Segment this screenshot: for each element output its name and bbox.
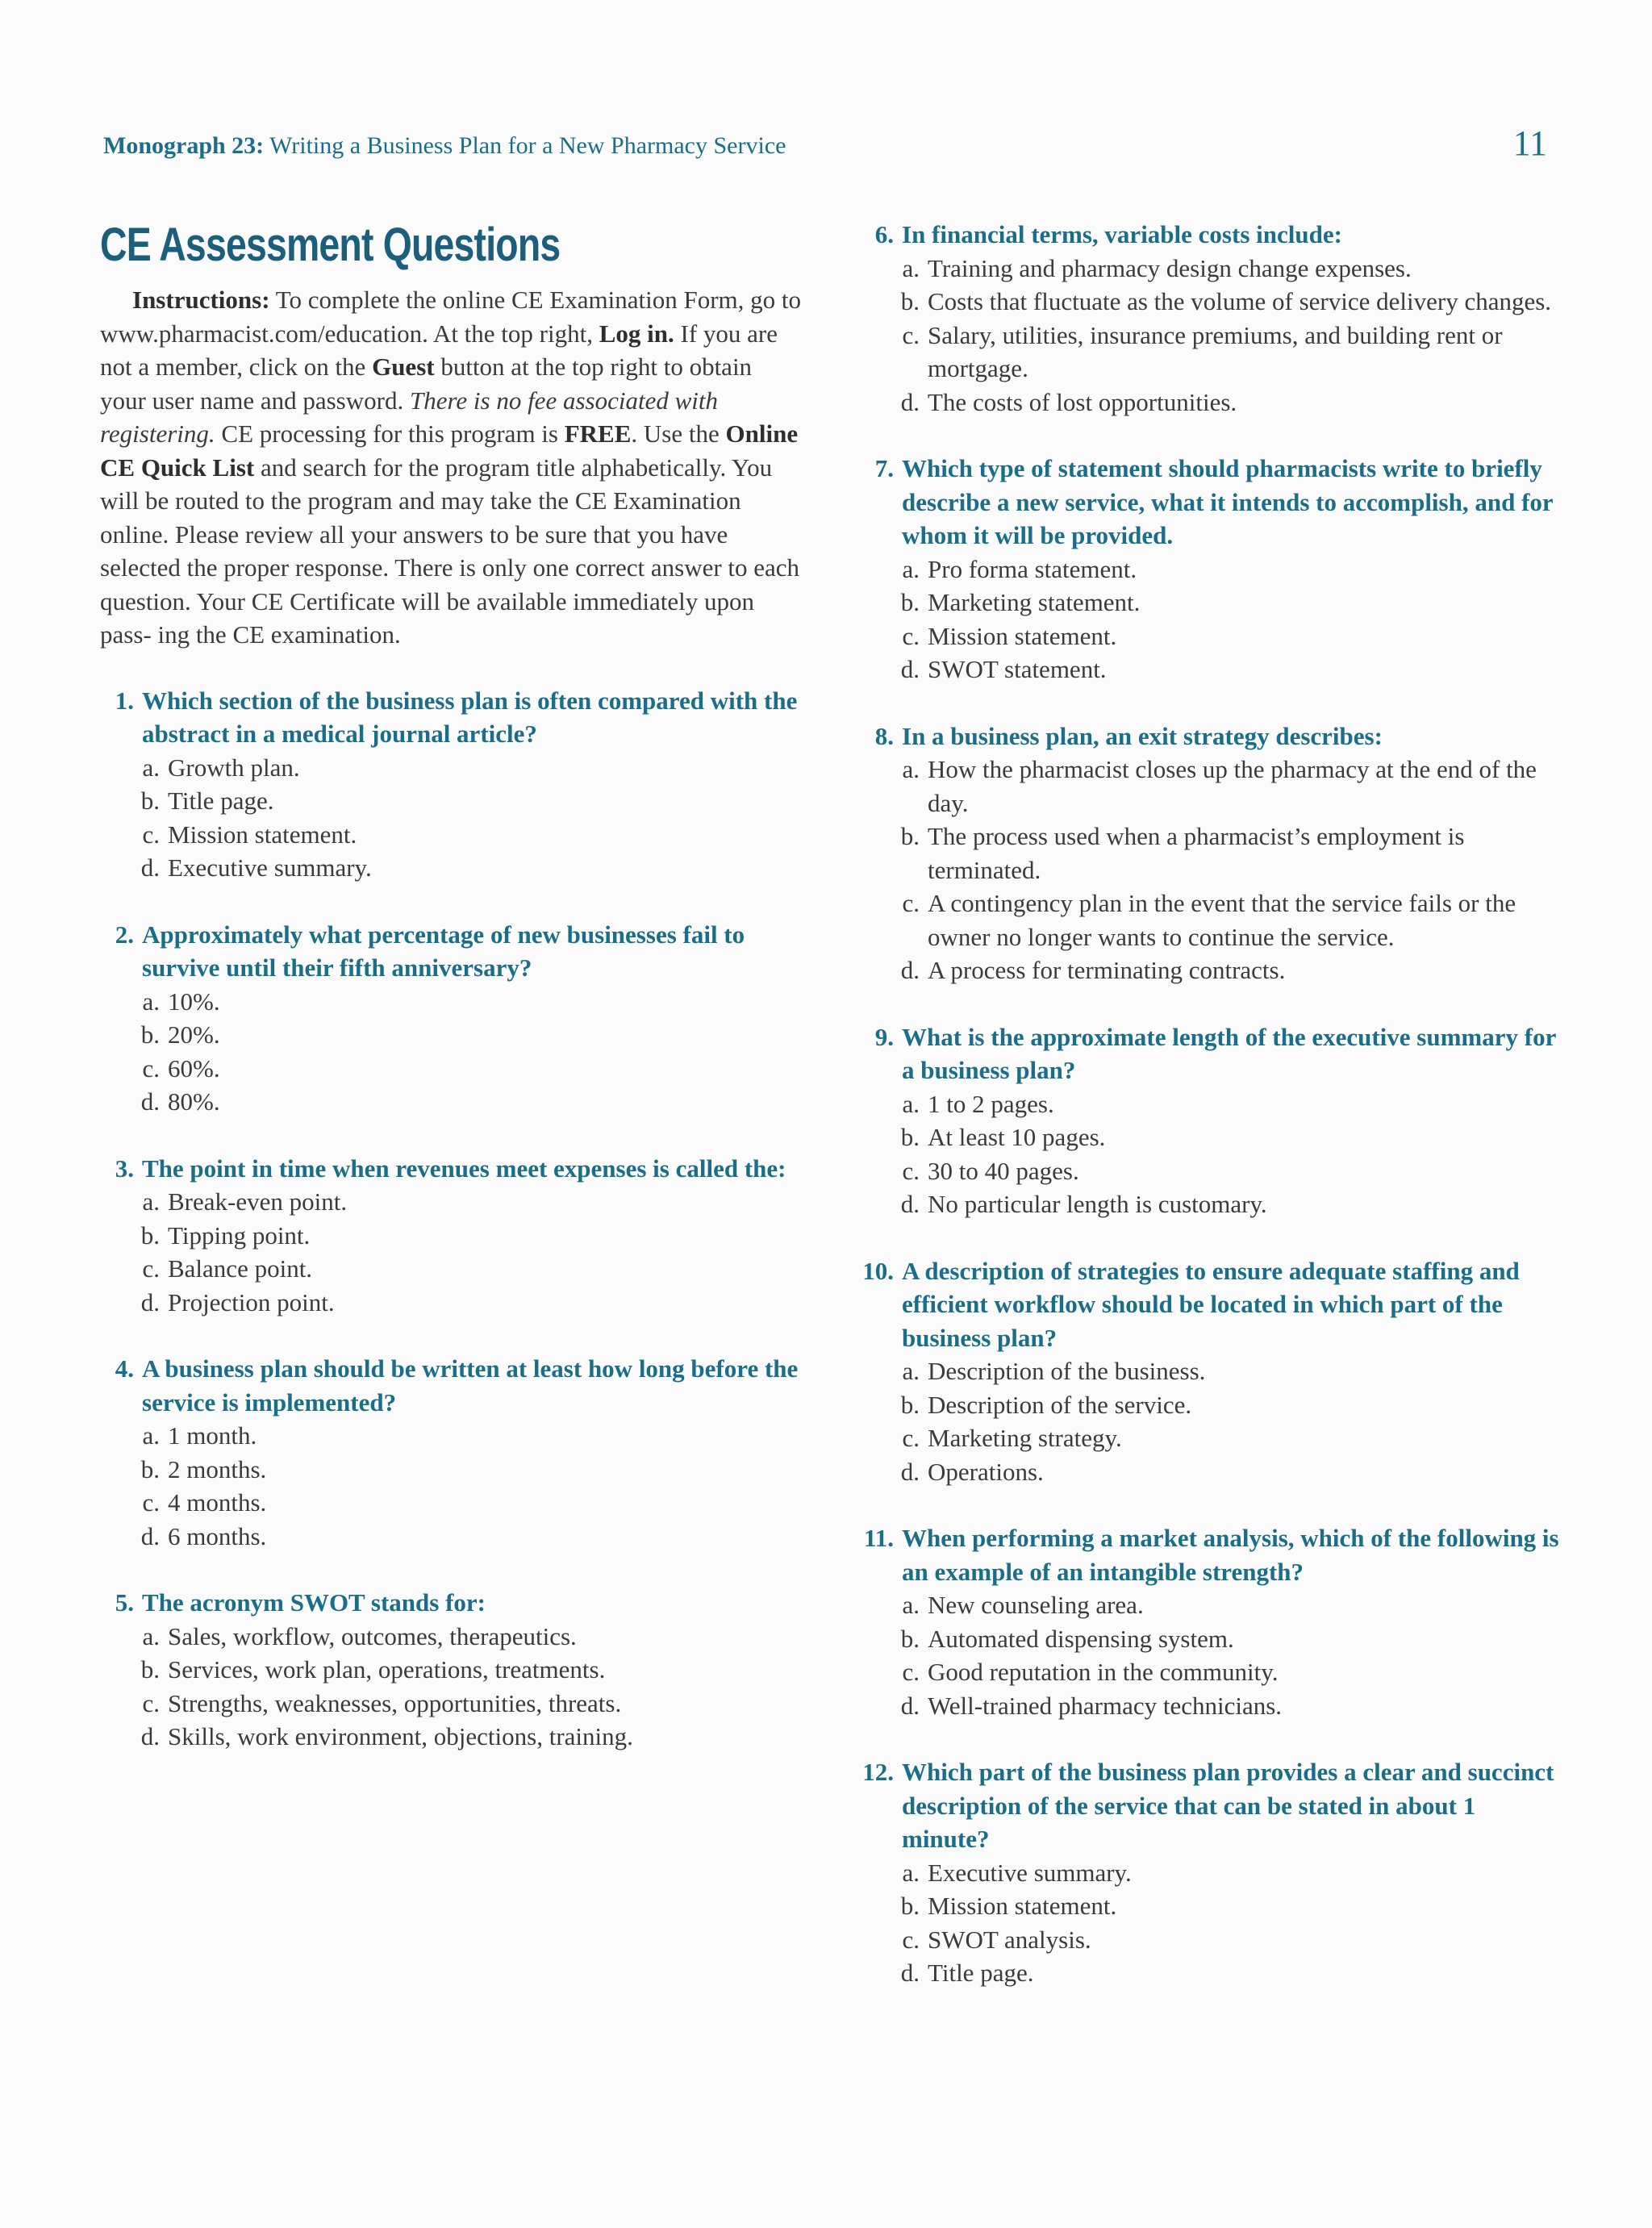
- option-letter: b.: [900, 588, 920, 616]
- answer-option: [100, 1419, 802, 1453]
- instructions-bold: Guest: [372, 353, 435, 381]
- option-text: Services, work plan, operations, treatments.: [168, 1655, 606, 1684]
- option-text: 2 months.: [168, 1454, 267, 1483]
- question-4: [100, 1352, 802, 1553]
- question-number: 3.: [115, 1154, 134, 1183]
- option-text: Mission statement.: [928, 1892, 1117, 1920]
- question-11: [860, 1521, 1562, 1722]
- answer-option: [860, 386, 1562, 419]
- page-number: 11: [1512, 123, 1547, 163]
- instructions-paragraph: [100, 283, 802, 652]
- option-text: Skills, work environment, objections, training.: [168, 1722, 633, 1750]
- option-text: 20%.: [168, 1020, 220, 1049]
- option-text: Tipping point.: [168, 1220, 311, 1250]
- question-10: [860, 1254, 1562, 1489]
- answer-option: [860, 1154, 1562, 1188]
- question-text: In financial terms, variable costs include:: [902, 220, 1342, 248]
- answer-option: [100, 818, 802, 852]
- option-text: At least 10 pages.: [928, 1123, 1106, 1151]
- question-8: [860, 720, 1562, 987]
- answer-option: [100, 751, 802, 785]
- option-letter: a.: [142, 1621, 160, 1650]
- question-text: The point in time when revenues meet expenses is called the:: [142, 1154, 786, 1183]
- question-stem: [100, 1352, 802, 1419]
- option-text: Sales, workflow, outcomes, therapeutics.: [168, 1621, 577, 1650]
- question-stem: [860, 218, 1562, 252]
- answer-option: [100, 1520, 802, 1554]
- answer-option: [100, 784, 802, 818]
- question-text: A business plan should be written at least how long before the service is implemented?: [142, 1354, 799, 1416]
- option-text: 1 to 2 pages.: [928, 1089, 1054, 1118]
- option-text: 10%.: [168, 987, 220, 1016]
- option-letter: b.: [140, 1655, 160, 1684]
- option-text: 4 months.: [168, 1488, 267, 1517]
- option-letter: b.: [900, 1892, 920, 1920]
- option-text: Marketing statement.: [928, 588, 1141, 616]
- answer-option: [860, 1622, 1562, 1656]
- option-text: Projection point.: [168, 1287, 335, 1316]
- question-stem: [860, 1020, 1562, 1087]
- option-text: 30 to 40 pages.: [928, 1156, 1079, 1185]
- question-number: 12.: [862, 1758, 894, 1786]
- option-text: 80%.: [168, 1087, 220, 1116]
- answer-option: [100, 985, 802, 1019]
- question-12: [860, 1755, 1562, 1990]
- option-text: Training and pharmacy design change expenses.: [928, 253, 1412, 282]
- question-text: The acronym SWOT stands for:: [142, 1588, 486, 1617]
- answer-option: [860, 653, 1562, 686]
- answer-option: [860, 1889, 1562, 1923]
- answer-option: [860, 1087, 1562, 1121]
- question-text: In a business plan, an exit strategy describes:: [902, 721, 1383, 750]
- running-header: [103, 132, 786, 160]
- question-text: What is the approximate length of the executive summary for a business plan?: [902, 1022, 1556, 1084]
- option-text: Growth plan.: [168, 753, 300, 782]
- answer-option: [860, 953, 1562, 987]
- option-letter: b.: [140, 1454, 160, 1483]
- option-letter: a.: [902, 1591, 920, 1619]
- answer-option: [100, 1018, 802, 1052]
- instructions-text: CE processing for this program is: [215, 419, 565, 448]
- option-letter: b.: [900, 1123, 920, 1151]
- answer-option: [860, 1354, 1562, 1388]
- question-number: 5.: [115, 1588, 134, 1617]
- option-text: Costs that fluctuate as the volume of service delivery changes.: [928, 287, 1552, 315]
- option-text: SWOT statement.: [928, 655, 1107, 683]
- instructions-bold: Online CE Quick List: [100, 419, 799, 482]
- option-text: Mission statement.: [928, 621, 1117, 650]
- option-text: Description of the business.: [928, 1357, 1206, 1385]
- question-stem: [860, 452, 1562, 553]
- option-letter: a.: [902, 1089, 920, 1118]
- answer-option: [860, 1421, 1562, 1455]
- answer-option: [860, 620, 1562, 653]
- instructions-bold: FREE: [564, 419, 632, 448]
- option-letter: a.: [902, 1858, 920, 1887]
- question-5: [100, 1586, 802, 1754]
- answer-option: [860, 553, 1562, 586]
- option-letter: d.: [140, 1287, 160, 1316]
- option-text: Automated dispensing system.: [928, 1624, 1234, 1653]
- answer-option: [100, 1085, 802, 1119]
- answer-option: [860, 285, 1562, 319]
- answer-option: [100, 1687, 802, 1721]
- instructions-bold: Log in.: [599, 319, 674, 348]
- page-header: [103, 123, 1547, 177]
- question-7: [860, 452, 1562, 686]
- option-letter: c.: [902, 320, 920, 349]
- answer-option: [860, 1388, 1562, 1422]
- answer-option: [100, 1720, 802, 1754]
- option-text: No particular length is customary.: [928, 1190, 1267, 1218]
- option-text: The process used when a pharmacist’s employment is terminated.: [928, 822, 1465, 884]
- option-letter: c.: [142, 1688, 160, 1717]
- instructions-text: and search for the program title alphabetically. You will be routed to the program and may take the CE Examination online. Please review all your answers to be sure that you have selected the proper response. There is only one correct answer to each question. Your CE Certificate will be available immediately upon pass- ing the CE examination.: [100, 453, 800, 649]
- question-number: 1.: [115, 686, 134, 715]
- option-text: Title page.: [928, 1959, 1034, 1987]
- question-stem: [860, 720, 1562, 753]
- option-letter: d.: [900, 387, 920, 416]
- option-letter: d.: [900, 1190, 920, 1218]
- option-text: How the pharmacist closes up the pharmacy at the end of the day.: [928, 755, 1537, 817]
- answer-option: [100, 1252, 802, 1286]
- option-letter: c.: [142, 1054, 160, 1083]
- answer-option: [860, 1120, 1562, 1154]
- option-text: Strengths, weaknesses, opportunities, threats.: [168, 1688, 622, 1717]
- option-text: 6 months.: [168, 1521, 267, 1550]
- answer-option: [100, 1453, 802, 1487]
- question-number: 6.: [874, 220, 894, 248]
- question-text: Which type of statement should pharmacists write to briefly describe a new service, what it intends to accomplish, and for whom it will be provided.: [902, 454, 1554, 549]
- option-letter: c.: [902, 1424, 920, 1452]
- option-letter: c.: [142, 820, 160, 849]
- option-text: The costs of lost opportunities.: [928, 387, 1237, 416]
- option-letter: a.: [902, 253, 920, 282]
- option-text: Salary, utilities, insurance premiums, and building rent or mortgage.: [928, 320, 1503, 382]
- option-letter: d.: [900, 1959, 920, 1987]
- instructions-text: . Use the: [631, 419, 726, 448]
- option-letter: a.: [142, 1421, 160, 1450]
- option-letter: b.: [140, 786, 160, 815]
- option-letter: a.: [142, 987, 160, 1016]
- option-letter: a.: [902, 1357, 920, 1385]
- answer-option: [860, 887, 1562, 953]
- question-stem: [860, 1521, 1562, 1588]
- option-letter: d.: [900, 655, 920, 683]
- answer-option: [100, 1052, 802, 1086]
- question-number: 9.: [874, 1022, 894, 1051]
- option-letter: c.: [142, 1488, 160, 1517]
- option-letter: a.: [142, 753, 160, 782]
- answer-option: [100, 1653, 802, 1687]
- question-1: [100, 684, 802, 885]
- instructions-text: If you are not a member, click on the: [100, 319, 778, 381]
- option-text: 60%.: [168, 1054, 220, 1083]
- answer-option: [100, 851, 802, 885]
- question-text: Which section of the business plan is often compared with the abstract in a medical journal article?: [142, 686, 798, 748]
- answer-option: [860, 586, 1562, 620]
- monograph-label: Monograph 23:: [103, 132, 265, 159]
- option-text: 1 month.: [168, 1421, 257, 1450]
- option-letter: d.: [900, 956, 920, 984]
- option-letter: d.: [900, 1457, 920, 1486]
- option-letter: d.: [140, 1722, 160, 1750]
- question-number: 7.: [874, 454, 894, 482]
- answer-option: [860, 1187, 1562, 1221]
- option-text: SWOT analysis.: [928, 1925, 1091, 1954]
- answer-option: [860, 252, 1562, 286]
- question-stem: [100, 1152, 802, 1186]
- question-text: A description of strategies to ensure adequate staffing and efficient workflow should be located in which part of the business plan?: [902, 1256, 1520, 1352]
- option-letter: b.: [900, 1624, 920, 1653]
- question-stem: [860, 1755, 1562, 1856]
- instructions-text: To complete the online CE Examination Form, go to www.pharmacist.com/education. At the top right,: [100, 286, 802, 348]
- option-letter: c.: [902, 889, 920, 917]
- question-number: 8.: [874, 721, 894, 750]
- option-letter: b.: [900, 1390, 920, 1419]
- answer-option: [860, 1923, 1562, 1957]
- answer-option: [100, 1219, 802, 1253]
- option-text: Balance point.: [168, 1254, 313, 1283]
- question-2: [100, 918, 802, 1119]
- answer-option: [860, 1455, 1562, 1489]
- option-letter: d.: [140, 1087, 160, 1116]
- option-letter: d.: [140, 853, 160, 882]
- answer-option: [100, 1286, 802, 1320]
- question-list-right: [860, 218, 1562, 2023]
- answer-option: [860, 1956, 1562, 1990]
- question-9: [860, 1020, 1562, 1221]
- answer-option: [860, 753, 1562, 820]
- option-text: Well-trained pharmacy technicians.: [928, 1691, 1283, 1720]
- answer-option: [100, 1620, 802, 1654]
- option-text: Good reputation in the community.: [928, 1658, 1279, 1686]
- option-text: Break-even point.: [168, 1187, 348, 1216]
- option-letter: b.: [140, 1020, 160, 1049]
- question-number: 10.: [862, 1256, 894, 1285]
- option-text: New counseling area.: [928, 1591, 1144, 1619]
- question-3: [100, 1152, 802, 1320]
- question-number: 4.: [115, 1354, 134, 1383]
- answer-option: [860, 1588, 1562, 1622]
- monograph-title: Writing a Business Plan for a New Pharmacy Service: [264, 132, 786, 159]
- question-stem: [100, 1586, 802, 1620]
- option-text: Pro forma statement.: [928, 554, 1137, 583]
- option-letter: a.: [142, 1187, 160, 1216]
- option-letter: d.: [140, 1521, 160, 1550]
- option-letter: c.: [902, 1658, 920, 1686]
- option-letter: a.: [902, 755, 920, 783]
- option-text: A contingency plan in the event that the service fails or the owner no longer wants to continue the service.: [928, 889, 1516, 951]
- instructions-italic: There is no fee associated with registering.: [100, 386, 718, 448]
- option-text: A process for terminating contracts.: [928, 956, 1286, 984]
- answer-option: [860, 1655, 1562, 1689]
- answer-option: [100, 1486, 802, 1520]
- question-number: 2.: [115, 920, 134, 949]
- section-title: CE Assessment Questions: [100, 219, 561, 271]
- option-text: Mission statement.: [168, 820, 357, 849]
- question-list-left: [100, 684, 802, 1754]
- question-stem: [100, 918, 802, 985]
- option-letter: b.: [900, 822, 920, 850]
- option-text: Description of the service.: [928, 1390, 1192, 1419]
- question-number: 11.: [863, 1524, 894, 1552]
- instructions-text: button at the top right to obtain your user name and password.: [100, 353, 753, 415]
- option-text: Executive summary.: [168, 853, 372, 882]
- option-letter: c.: [902, 621, 920, 650]
- option-letter: d.: [900, 1691, 920, 1720]
- option-text: Executive summary.: [928, 1858, 1132, 1887]
- option-letter: c.: [142, 1254, 160, 1283]
- left-column: [100, 218, 802, 1787]
- question-stem: [860, 1254, 1562, 1355]
- option-text: Operations.: [928, 1457, 1044, 1486]
- option-text: Marketing strategy.: [928, 1424, 1122, 1452]
- question-text: When performing a market analysis, which of the following is an example of an intangible strength?: [902, 1524, 1559, 1586]
- option-letter: b.: [140, 1220, 160, 1250]
- answer-option: [100, 1185, 802, 1219]
- option-letter: c.: [902, 1156, 920, 1185]
- option-text: Title page.: [168, 786, 274, 815]
- answer-option: [860, 319, 1562, 386]
- instructions-label: Instructions:: [132, 286, 270, 314]
- option-letter: b.: [900, 287, 920, 315]
- answer-option: [860, 820, 1562, 887]
- option-letter: a.: [902, 554, 920, 583]
- question-6: [860, 218, 1562, 419]
- answer-option: [860, 1856, 1562, 1890]
- answer-option: [860, 1689, 1562, 1723]
- question-stem: [100, 684, 802, 751]
- option-letter: c.: [902, 1925, 920, 1954]
- question-text: Approximately what percentage of new businesses fail to survive until their fifth anniversary?: [142, 920, 745, 982]
- question-text: Which part of the business plan provides a clear and succinct description of the service that can be stated in about 1 minute?: [902, 1758, 1554, 1853]
